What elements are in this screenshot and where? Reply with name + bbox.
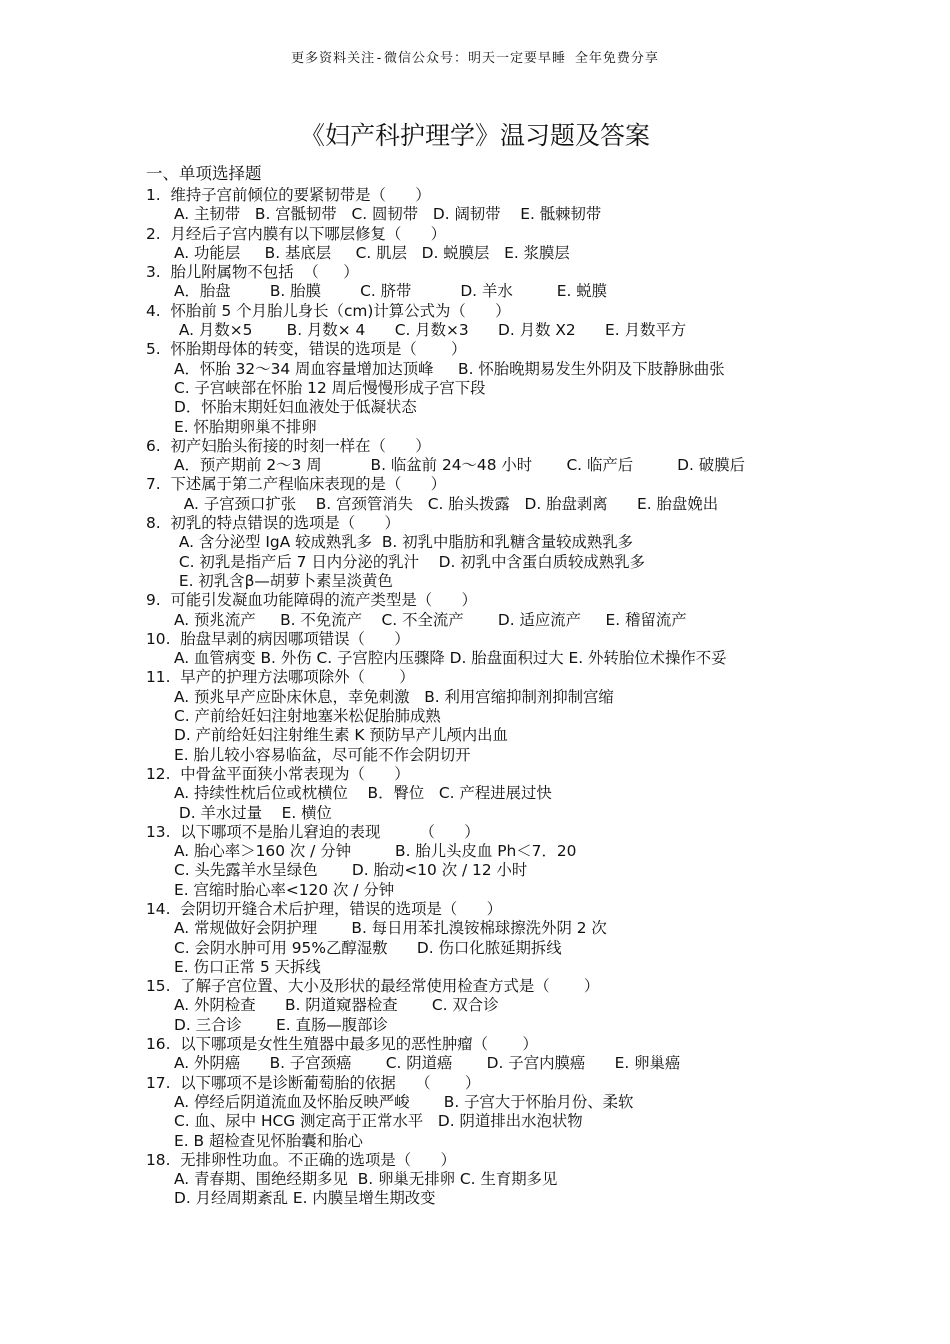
question-2-options-1: A. 功能层 B. 基底层 C. 肌层 D. 蜕膜层 E. 浆膜层 — [174, 243, 570, 262]
question-8-options-1: A. 含分泌型 IgA 较成熟乳多 B. 初乳中脂肪和乳糖含量较成熟乳多 — [174, 533, 634, 552]
question-3: 3. 胎儿附属物不包括 （ ） — [146, 263, 359, 282]
question-13-options-1: A. 胎心率＞160 次 / 分钟 B. 胎儿头皮血 Ph＜7．20 — [174, 842, 577, 861]
question-5-options-2: C. 子宫峡部在怀胎 12 周后慢慢形成子宫下段 — [174, 378, 486, 397]
question-14-options-3: E. 伤口正常 5 天拆线 — [174, 957, 321, 976]
question-9-options-1: A. 预兆流产 B. 不免流产 C. 不全流产 D. 适应流产 E. 稽留流产 — [174, 610, 687, 629]
question-15: 15. 了解子宫位置、大小及形状的最经常使用检查方式是（ ） — [146, 977, 600, 996]
question-3-options-1: A．胎盘 B. 胎膜 C. 脐带 D. 羊水 E. 蜕膜 — [174, 282, 608, 301]
question-10-options-1: A. 血管病变 B. 外伤 C. 子宫腔内压骤降 D. 胎盘面积过大 E. 外转胎位术操作不妥 — [174, 649, 727, 668]
question-8-options-2: C. 初乳是指产后 7 日内分泌的乳汁 D. 初乳中含蛋白质较成熟乳多 — [174, 552, 645, 571]
question-8-options-3: E. 初乳含β—胡萝卜素呈淡黄色 — [174, 571, 393, 590]
question-1-options-1: A. 主韧带 B. 宫骶韧带 C. 圆韧带 D. 阔韧带 E. 骶棘韧带 — [174, 205, 602, 224]
question-17-options-1: A. 停经后阴道流血及怀胎反映严峻 B. 子宫大于怀胎月份、柔软 — [174, 1092, 634, 1111]
question-11-options-4: E. 胎儿较小容易临盆，尽可能不作会阴切开 — [174, 745, 471, 764]
question-list — [146, 163, 816, 1209]
question-11-options-2: C. 产前给妊妇注射地塞米松促胎肺成熟 — [174, 707, 441, 726]
question-5-options-4: E. 怀胎期卵巢不排卵 — [174, 417, 317, 436]
question-18: 18. 无排卵性功血。不正确的选项是（ ） — [146, 1150, 456, 1169]
question-6: 6. 初产妇胎头衔接的时刻一样在（ ） — [146, 436, 431, 455]
question-17: 17. 以下哪项不是诊断葡萄胎的依据 （ ） — [146, 1073, 481, 1092]
question-4: 4. 怀胎前 5 个月胎儿身长（cm)计算公式为（ ） — [146, 301, 511, 320]
question-7: 7. 下述属于第二产程临床表现的是（ ） — [146, 475, 447, 494]
question-9: 9. 可能引发凝血功能障碍的流产类型是（ ） — [146, 591, 477, 610]
question-5-options-1: A．怀胎 32～34 周血容量增加达顶峰 B. 怀胎晚期易发生外阴及下肢静脉曲张 — [174, 359, 725, 378]
question-10: 10. 胎盘早剥的病因哪项错误（ ） — [146, 629, 410, 648]
question-6-options-1: A．预产期前 2～3 周 B. 临盆前 24～48 小时 C. 临产后 D. 破膜后 — [174, 456, 745, 475]
question-1: 1. 维持子宫前倾位的要紧韧带是（ ） — [146, 186, 431, 204]
page-header: 更多资料关注-微信公众号：明天一定要早睡 全年免费分享 — [291, 51, 659, 66]
question-15-options-2: D. 三合诊 E. 直肠—腹部诊 — [174, 1015, 388, 1034]
question-15-options-1: A. 外阴检查 B. 阴道窥器检查 C. 双合诊 — [174, 996, 499, 1015]
question-18-options-1: A. 青春期、围绝经期多见 B. 卵巢无排卵 C. 生育期多见 — [174, 1170, 558, 1189]
question-2: 2. 月经后子宫内膜有以下哪层修复（ ） — [146, 224, 447, 243]
question-17-options-2: C. 血、尿中 HCG 测定高于正常水平 D. 阴道排出水泡状物 — [174, 1112, 583, 1131]
question-8: 8. 初乳的特点错误的选项是（ ） — [146, 514, 400, 533]
question-12-options-1: A. 持续性枕后位或枕横位 B．臀位 C. 产程进展过快 — [174, 784, 552, 803]
page-title: 《妇产科护理学》温习题及答案 — [299, 121, 650, 150]
questions — [146, 186, 816, 1209]
question-12: 12. 中骨盆平面狭小常表现为（ ） — [146, 764, 410, 783]
question-7-options-1: A. 子宫颈口扩张 B. 宫颈管消失 C. 胎头拨露 D. 胎盘剥离 E. 胎盘娩出 — [174, 494, 719, 513]
question-11-options-1: A. 预兆早产应卧床休息，幸免刺激 B. 利用宫缩抑制剂抑制宫缩 — [174, 687, 614, 706]
question-11: 11. 早产的护理方法哪项除外（ ） — [146, 668, 415, 687]
question-5-options-3: D．怀胎末期妊妇血液处于低凝状态 — [174, 398, 417, 417]
question-14-options-2: C. 会阴水肿可用 95%乙醇湿敷 D. 伤口化脓延期拆线 — [174, 938, 562, 957]
question-16: 16. 以下哪项是女性生殖器中最多见的恶性肿瘤（ ） — [146, 1035, 538, 1054]
question-12-options-2: D. 羊水过量 E. 横位 — [174, 803, 332, 822]
question-5: 5. 怀胎期母体的转变，错误的选项是（ ） — [146, 340, 467, 359]
section-heading: 一、单项选择题 — [146, 164, 262, 183]
question-17-options-3: E. B 超检查见怀胎囊和胎心 — [174, 1131, 363, 1150]
question-18-options-2: D. 月经周期紊乱 E. 内膜呈增生期改变 — [174, 1189, 436, 1208]
question-14-options-1: A. 常规做好会阴护理 B. 每日用苯扎溴铵棉球擦洗外阴 2 次 — [174, 919, 607, 938]
question-13-options-3: E. 宫缩时胎心率<120 次 / 分钟 — [174, 880, 395, 899]
question-14: 14. 会阴切开缝合术后护理，错误的选项是（ ） — [146, 899, 503, 918]
question-13-options-2: C. 头先露羊水呈绿色 D. 胎动<10 次 / 12 小时 — [174, 861, 528, 880]
question-16-options-1: A. 外阴癌 B. 子宫颈癌 C. 阴道癌 D. 子宫内膜癌 E. 卵巢癌 — [174, 1054, 681, 1073]
question-11-options-3: D. 产前给妊妇注射维生素 K 预防早产儿颅内出血 — [174, 726, 508, 745]
question-13: 13. 以下哪项不是胎儿窘迫的表现 （ ） — [146, 822, 480, 841]
question-4-options-1: A. 月数×5 B. 月数× 4 C. 月数×3 D. 月数 X2 E. 月数平方 — [174, 321, 687, 340]
